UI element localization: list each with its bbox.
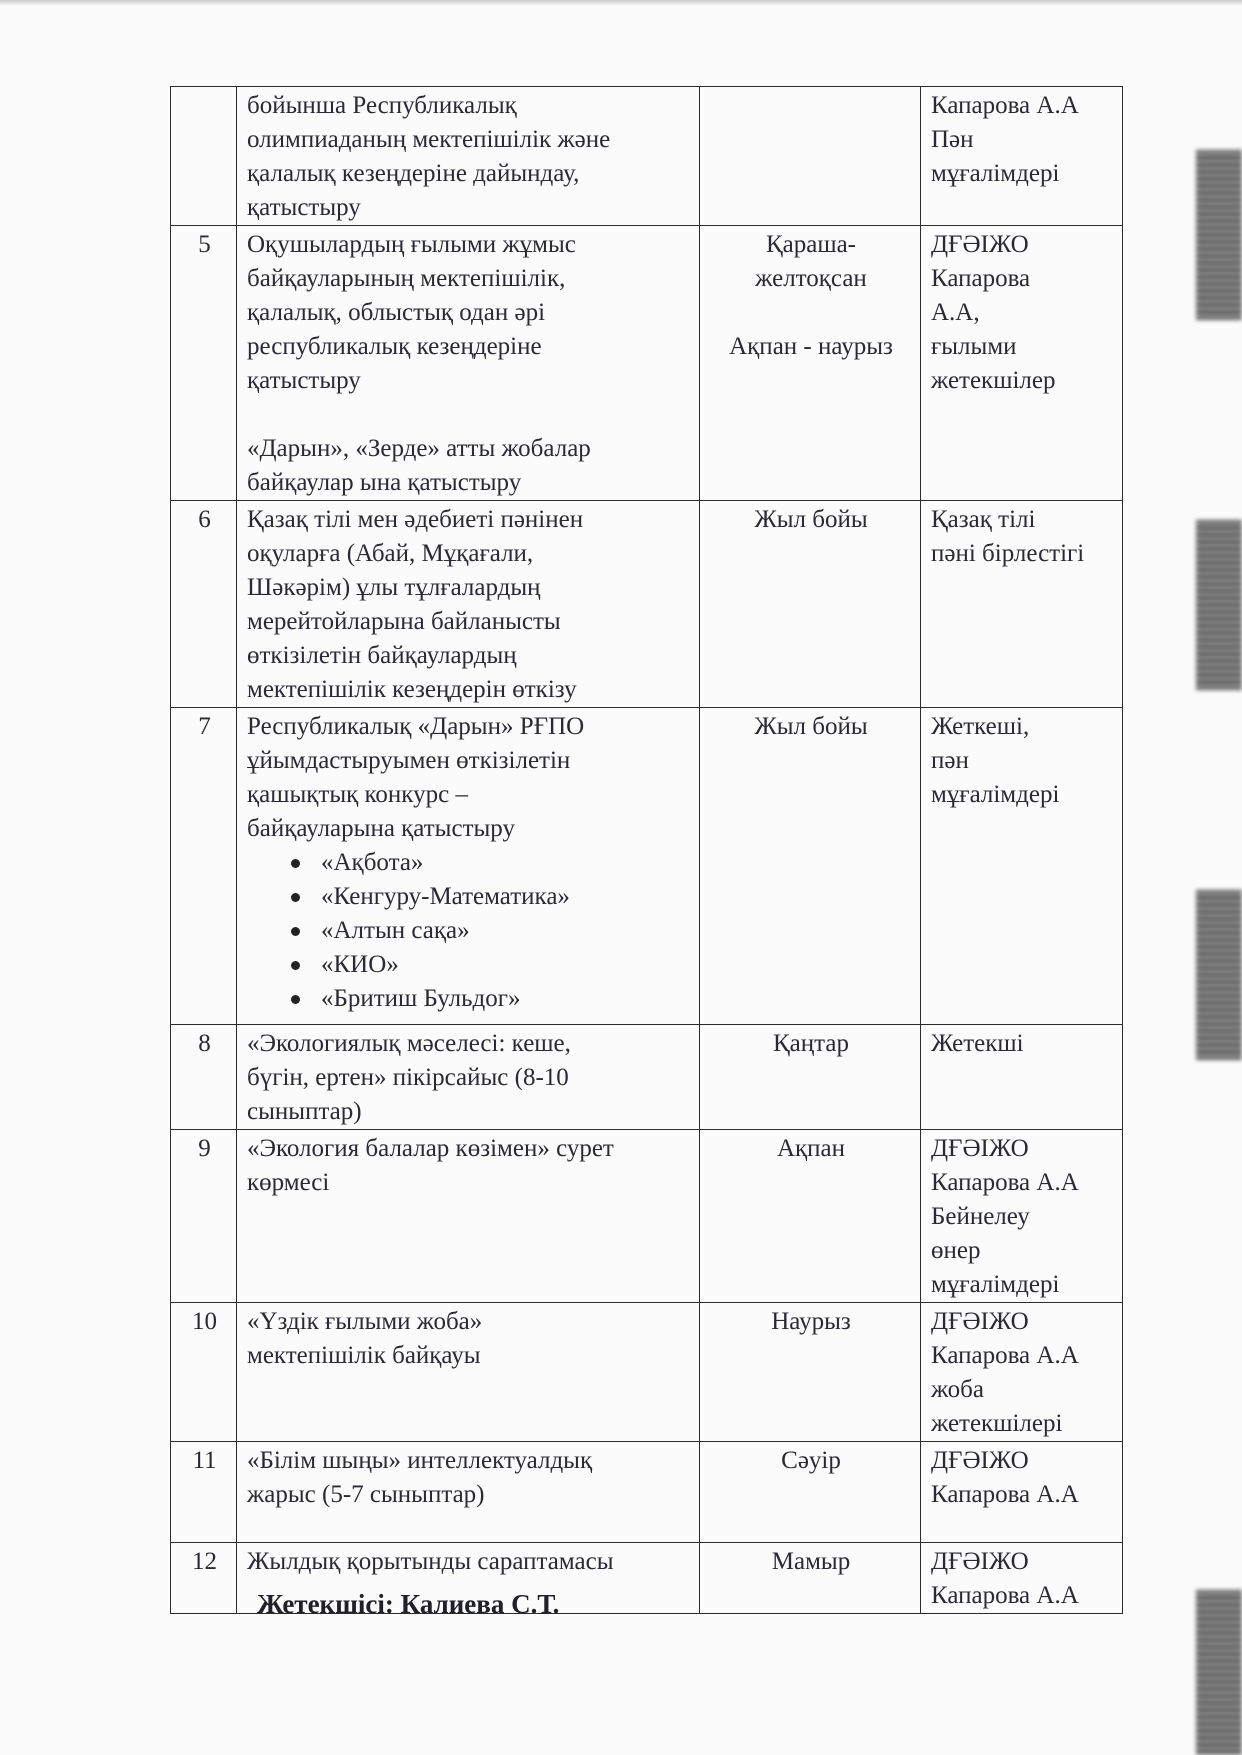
responsible-line: А.А, [931, 299, 980, 326]
row-number: 11 [171, 1442, 237, 1543]
responsible-cell [921, 1130, 1123, 1303]
work-plan-table [170, 86, 1123, 1614]
row-number: 5 [171, 226, 237, 501]
task-cell [237, 1025, 700, 1130]
scan-binding-mark [1196, 1590, 1242, 1755]
task-line: республикалық кезеңдеріне [247, 333, 542, 360]
row-number: 12 [171, 1543, 237, 1614]
row-number: 6 [171, 501, 237, 708]
supervisor-signature-line: Жетекшісі: Калиева С.Т. [257, 1589, 560, 1619]
date-cell [700, 1130, 921, 1303]
responsible-line: өнер [931, 1237, 981, 1264]
task-line: қатыстыру [247, 367, 361, 394]
task-line: «Экологиялық мәселесі: кеше, [247, 1030, 571, 1057]
responsible-line: жоба [931, 1376, 984, 1403]
date-line: Сәуір [781, 1447, 841, 1474]
task-line: сыныптар) [247, 1098, 362, 1125]
responsible-cell [921, 501, 1123, 708]
responsible-line: пән [931, 747, 969, 774]
date-cell [700, 226, 921, 501]
list-item: «КИО» [283, 948, 691, 982]
task-cell [237, 226, 700, 501]
task-line: байқауларына қатыстыру [247, 815, 515, 842]
task-line: Жылдық қорытынды сараптамасы [247, 1548, 614, 1575]
table-row [171, 1303, 1123, 1442]
row-number: 8 [171, 1025, 237, 1130]
task-cell [237, 1303, 700, 1442]
task-cell [237, 87, 700, 226]
bullet-icon [291, 927, 300, 936]
bullet-icon [291, 995, 300, 1004]
task-line: жарыс (5-7 сыныптар) [247, 1481, 485, 1508]
date-line: желтоқсан [755, 265, 867, 292]
scan-binding-mark [1196, 150, 1242, 320]
task-line: Республикалық «Дарын» РҒПО [247, 713, 585, 740]
responsible-cell [921, 708, 1123, 1025]
task-line: Оқушылардың ғылыми жұмыс [247, 231, 576, 258]
task-line: Қазақ тілі мен әдебиеті пәнінен [247, 506, 584, 533]
date-line: Қаңтар [773, 1030, 849, 1057]
date-cell [700, 501, 921, 708]
task-line: Шәкәрім) ұлы тұлғалардың [247, 574, 541, 601]
responsible-line: Капарова А.А [931, 1481, 1079, 1508]
task-line: «Экология балалар көзімен» сурет [247, 1135, 614, 1162]
date-line: Ақпан - наурыз [729, 333, 893, 360]
responsible-line: Капарова А.А [931, 1169, 1079, 1196]
table-row [171, 1130, 1123, 1303]
task-line: «Дарын», «Зерде» атты жобалар [247, 435, 591, 462]
task-line: байқаулар ына қатыстыру [247, 469, 522, 496]
list-item: «Ақбота» [283, 846, 691, 880]
responsible-cell [921, 226, 1123, 501]
responsible-line: жетекшілер [931, 367, 1056, 394]
bullet-icon [291, 961, 300, 970]
responsible-line: Бейнелеу [931, 1203, 1030, 1230]
task-line: «Үздік ғылыми жоба» [247, 1308, 483, 1335]
task-cell [237, 1442, 700, 1543]
task-cell [237, 708, 700, 1025]
task-line: ұйымдастыруымен өткізілетін [247, 747, 571, 774]
row-number: 7 [171, 708, 237, 1025]
task-line: қашықтық конкурс – [247, 781, 468, 808]
table-row [171, 226, 1123, 501]
task-line: мектепішілік байқауы [247, 1342, 481, 1369]
contest-list [247, 846, 691, 1016]
task-line: «Білім шыңы» интеллектуалдық [247, 1447, 593, 1474]
responsible-line: Пән [931, 126, 974, 153]
table-row [171, 501, 1123, 708]
bullet-icon [291, 893, 300, 902]
responsible-cell [921, 1442, 1123, 1543]
table-row [171, 87, 1123, 226]
row-number: 10 [171, 1303, 237, 1442]
task-line: бойынша Республикалық [247, 92, 517, 119]
responsible-line: мұғалімдері [931, 160, 1060, 187]
responsible-cell [921, 1025, 1123, 1130]
responsible-line: ДҒӘІЖО [931, 1548, 1029, 1575]
responsible-line: жетекшілері [931, 1410, 1063, 1437]
task-line: мектепішілік кезеңдерін өткізу [247, 676, 577, 703]
table-row [171, 1442, 1123, 1543]
task-line: қалалық кезеңдеріне дайындау, [247, 160, 580, 187]
date-cell [700, 708, 921, 1025]
scan-binding-mark [1196, 890, 1242, 1060]
task-line: көрмесі [247, 1169, 330, 1196]
task-line: оқуларға (Абай, Мұқағали, [247, 540, 534, 567]
responsible-line: пәні бірлестігі [931, 540, 1085, 567]
task-line: байқауларының мектепішілік, [247, 265, 566, 292]
date-cell [700, 87, 921, 226]
list-item: «Бритиш Бульдог» [283, 982, 691, 1016]
list-item: «Кенгуру-Математика» [283, 880, 691, 914]
row-number: 9 [171, 1130, 237, 1303]
task-line: бүгін, ертен» пікірсайыс (8-10 [247, 1064, 569, 1091]
responsible-line: ғылыми [931, 333, 1017, 360]
scan-top-edge [0, 0, 1242, 6]
responsible-line: мұғалімдері [931, 781, 1060, 808]
task-line: өткізілетін байқаулардың [247, 642, 517, 669]
responsible-line: ДҒӘІЖО [931, 1308, 1029, 1335]
date-line: Жыл бойы [754, 506, 868, 533]
responsible-cell [921, 1543, 1123, 1614]
date-line: Қараша- [765, 231, 857, 258]
responsible-line: Капарова А.А [931, 1582, 1079, 1609]
responsible-line: Жетекші [931, 1030, 1024, 1057]
bullet-icon [291, 859, 300, 868]
date-cell [700, 1442, 921, 1543]
task-line: қалалық, облыстық одан әрі [247, 299, 546, 326]
task-line: олимпиаданың мектепішілік және [247, 126, 611, 153]
table-row [171, 1025, 1123, 1130]
responsible-line: ДҒӘІЖО [931, 231, 1029, 258]
scan-binding-mark [1196, 520, 1242, 690]
date-cell [700, 1303, 921, 1442]
responsible-line: Капарова А.А [931, 1342, 1079, 1369]
task-cell [237, 501, 700, 708]
responsible-line: Капарова [931, 265, 1031, 292]
task-cell [237, 1130, 700, 1303]
date-line: Мамыр [771, 1548, 851, 1575]
list-item: «Алтын сақа» [283, 914, 691, 948]
responsible-cell [921, 1303, 1123, 1442]
date-line: Ақпан [776, 1135, 846, 1162]
date-line: Жыл бойы [754, 713, 868, 740]
responsible-line: ДҒӘІЖО [931, 1447, 1029, 1474]
responsible-line: Капарова А.А [931, 92, 1079, 119]
task-line: қатыстыру [247, 194, 361, 221]
responsible-line: ДҒӘІЖО [931, 1135, 1029, 1162]
task-line: мерейтойларына байланысты [247, 608, 561, 635]
date-cell [700, 1543, 921, 1614]
date-cell [700, 1025, 921, 1130]
date-line: Наурыз [771, 1308, 851, 1335]
responsible-line: Жеткеші, [931, 713, 1030, 740]
table-row [171, 708, 1123, 1025]
responsible-line: мұғалімдері [931, 1271, 1060, 1298]
responsible-cell [921, 87, 1123, 226]
responsible-line: Қазақ тілі [931, 506, 1036, 533]
row-number [171, 87, 237, 226]
